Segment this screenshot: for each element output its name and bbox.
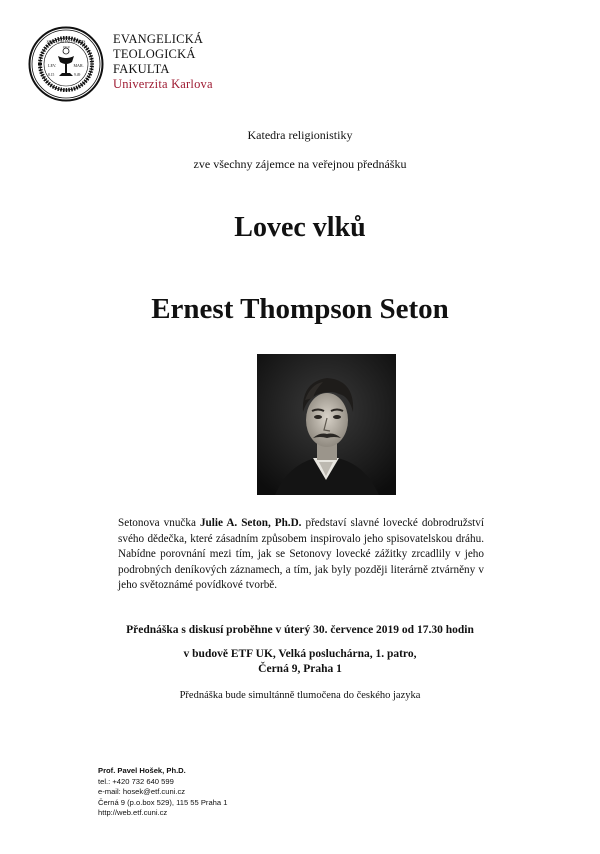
lecture-title: Lovec vlků (234, 212, 366, 243)
faculty-line-1: EVANGELICKÁ (113, 32, 204, 46)
seal-mar-text: MAR. (73, 63, 84, 68)
contact-block (98, 766, 227, 819)
description-body: představí slavné lovecké dobrodružství svého dědečka, které zásadním způsobem inspirovalo jeho spisovatelskou dráhu. Nabídne porovnání mezi tím, jak se Setonovy lovecké zážitky zrcadlily v jeho podrobných deníkových záznamech, a tím, jak byly později literárně ztvárněny v jeho světoznámé povídkové tvorbě. (118, 517, 484, 592)
event-venue-line-2: Černá 9, Praha 1 (258, 663, 342, 675)
speaker-portrait-photo (257, 354, 396, 495)
seal-ref-right: 9.49 (74, 73, 81, 77)
speaker-name: Ernest Thompson Seton (151, 293, 449, 325)
description-intro: Setonova vnučka (118, 517, 200, 529)
seal-outer-text: SIGILLUM FACULTATIS (46, 40, 86, 44)
department-name: Katedra religionistiky (247, 128, 353, 142)
event-venue-line-1: v budově ETF UK, Velká posluchárna, 1. patro, (183, 648, 417, 660)
invitation-text: zve všechny zájemce na veřejnou přednášku (193, 157, 407, 171)
university-name: Univerzita Karlova (113, 77, 213, 91)
presenter-name: Julie A. Seton, Ph.D. (199, 517, 302, 529)
faculty-line-3: FAKULTA (113, 62, 170, 76)
seal-ref-left: 8.15 (48, 73, 55, 77)
faculty-name (113, 32, 213, 92)
lecture-description (118, 516, 484, 594)
contact-phone: tel.: +420 732 640 599 (98, 776, 174, 786)
event-datetime: Přednáška s diskusí proběhne v úterý 30. července 2019 od 17.30 hodin (126, 624, 474, 636)
faculty-seal-logo (28, 26, 104, 102)
seal-year-text: 1919 (62, 45, 70, 49)
translation-note: Přednáška bude simultánně tlumočena do českého jazyka (179, 690, 421, 701)
contact-address: Černá 9 (p.o.box 529), 115 55 Praha 1 (98, 797, 228, 807)
contact-website: http://web.etf.cuni.cz (98, 808, 168, 818)
contact-name: Prof. Pavel Hošek, Ph.D. (98, 766, 186, 775)
contact-email: e-mail: hosek@etf.cuni.cz (98, 787, 186, 797)
seal-lev-text: LEV. (48, 63, 57, 68)
faculty-header (28, 26, 213, 102)
faculty-line-2: TEOLOGICKÁ (113, 47, 196, 61)
